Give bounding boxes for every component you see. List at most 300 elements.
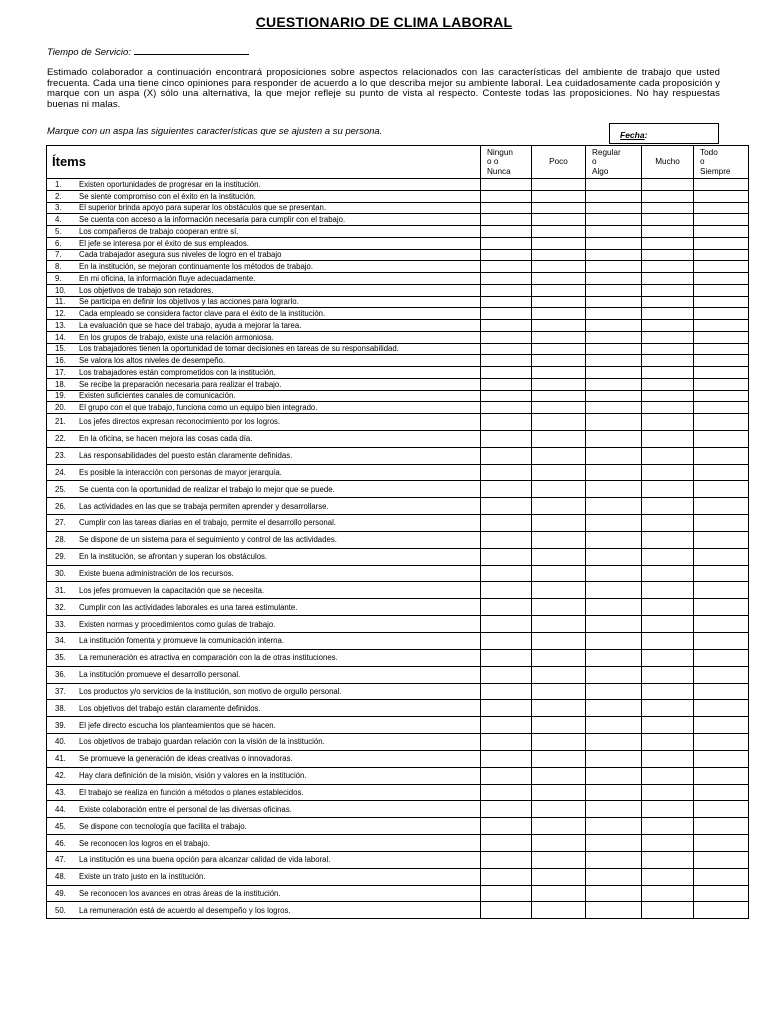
answer-cell[interactable]: [481, 599, 532, 616]
answer-cell[interactable]: [642, 784, 694, 801]
answer-cell[interactable]: [642, 343, 694, 355]
answer-cell[interactable]: [642, 367, 694, 379]
table-row: [47, 378, 749, 390]
answer-cell[interactable]: [532, 851, 586, 868]
answer-cell[interactable]: [694, 649, 749, 666]
answer-cell[interactable]: [532, 717, 586, 734]
answer-cell[interactable]: [481, 237, 532, 249]
answer-cell[interactable]: [642, 565, 694, 582]
answer-cell[interactable]: [481, 273, 532, 285]
answer-cell[interactable]: [586, 190, 642, 202]
item-statement: [47, 700, 481, 717]
answer-cell[interactable]: [532, 666, 586, 683]
answer-cell[interactable]: [694, 750, 749, 767]
answer-cell[interactable]: [694, 202, 749, 214]
answer-cell[interactable]: [532, 498, 586, 515]
answer-cell[interactable]: [481, 683, 532, 700]
answer-cell[interactable]: [694, 717, 749, 734]
answer-cell[interactable]: [586, 308, 642, 320]
answer-cell[interactable]: [642, 414, 694, 431]
item-statement: [47, 190, 481, 202]
answer-cell[interactable]: [481, 355, 532, 367]
answer-cell[interactable]: [586, 902, 642, 919]
answer-cell[interactable]: [694, 447, 749, 464]
questionnaire-table: [46, 145, 749, 919]
table-row: [47, 734, 749, 751]
answer-cell[interactable]: [586, 378, 642, 390]
answer-cell[interactable]: [642, 885, 694, 902]
item-text: El grupo con el que trabajo, funciona como un equipo bien integrado.: [79, 403, 318, 413]
answer-cell[interactable]: [586, 750, 642, 767]
item-statement: [47, 414, 481, 431]
answer-cell[interactable]: [532, 902, 586, 919]
answer-cell[interactable]: [532, 582, 586, 599]
answer-cell[interactable]: [481, 378, 532, 390]
answer-cell[interactable]: [642, 355, 694, 367]
answer-cell[interactable]: [694, 464, 749, 481]
table-row: [47, 214, 749, 226]
item-text: El trabajo se realiza en función a métodos o planes establecidos.: [79, 787, 304, 797]
answer-cell[interactable]: [694, 190, 749, 202]
answer-cell[interactable]: [532, 464, 586, 481]
answer-cell[interactable]: [642, 320, 694, 332]
answer-cell[interactable]: [481, 430, 532, 447]
item-text: Los trabajadores están comprometidos con la institución.: [79, 367, 276, 377]
answer-cell[interactable]: [642, 284, 694, 296]
answer-cell[interactable]: [642, 649, 694, 666]
answer-cell[interactable]: [694, 565, 749, 582]
answer-cell[interactable]: [586, 430, 642, 447]
answer-cell[interactable]: [481, 331, 532, 343]
item-text: El jefe se interesa por el éxito de sus empleados.: [79, 238, 249, 248]
answer-cell[interactable]: [642, 868, 694, 885]
item-number: 29.: [55, 552, 66, 562]
answer-cell[interactable]: [532, 734, 586, 751]
answer-cell[interactable]: [694, 390, 749, 402]
answer-cell[interactable]: [694, 308, 749, 320]
answer-cell[interactable]: [481, 868, 532, 885]
answer-cell[interactable]: [586, 649, 642, 666]
answer-cell[interactable]: [586, 367, 642, 379]
answer-cell[interactable]: [642, 249, 694, 261]
answer-cell[interactable]: [532, 565, 586, 582]
answer-cell[interactable]: [481, 261, 532, 273]
item-statement: [47, 548, 481, 565]
answer-cell[interactable]: [532, 284, 586, 296]
answer-cell[interactable]: [481, 885, 532, 902]
answer-cell[interactable]: [694, 261, 749, 273]
answer-cell[interactable]: [586, 214, 642, 226]
answer-cell[interactable]: [694, 616, 749, 633]
answer-cell[interactable]: [586, 565, 642, 582]
answer-cell[interactable]: [694, 430, 749, 447]
answer-cell[interactable]: [642, 599, 694, 616]
item-text: Se participa en definir los objetivos y las acciones para lograrlo.: [79, 297, 299, 307]
answer-cell[interactable]: [481, 202, 532, 214]
answer-cell[interactable]: [532, 367, 586, 379]
answer-cell[interactable]: [586, 390, 642, 402]
answer-cell[interactable]: [694, 214, 749, 226]
answer-cell[interactable]: [481, 308, 532, 320]
answer-cell[interactable]: [481, 902, 532, 919]
answer-cell[interactable]: [642, 835, 694, 852]
table-row: [47, 190, 749, 202]
answer-cell[interactable]: [481, 666, 532, 683]
answer-cell[interactable]: [481, 700, 532, 717]
answer-cell[interactable]: [481, 717, 532, 734]
answer-cell[interactable]: [642, 902, 694, 919]
answer-cell[interactable]: [586, 666, 642, 683]
answer-cell[interactable]: [586, 402, 642, 414]
item-statement: [47, 202, 481, 214]
answer-cell[interactable]: [586, 320, 642, 332]
answer-cell[interactable]: [481, 750, 532, 767]
answer-cell[interactable]: [532, 414, 586, 431]
item-text: El jefe directo escucha los planteamientos que se hacen.: [79, 720, 276, 730]
answer-cell[interactable]: [642, 582, 694, 599]
answer-cell[interactable]: [481, 801, 532, 818]
answer-cell[interactable]: [532, 226, 586, 238]
answer-cell[interactable]: [481, 565, 532, 582]
answer-cell[interactable]: [694, 481, 749, 498]
answer-cell[interactable]: [642, 226, 694, 238]
answer-cell[interactable]: [586, 331, 642, 343]
answer-cell[interactable]: [532, 632, 586, 649]
answer-cell[interactable]: [481, 767, 532, 784]
answer-cell[interactable]: [694, 343, 749, 355]
answer-cell[interactable]: [481, 582, 532, 599]
answer-cell[interactable]: [532, 331, 586, 343]
answer-cell[interactable]: [694, 320, 749, 332]
answer-cell[interactable]: [586, 835, 642, 852]
answer-cell[interactable]: [532, 700, 586, 717]
item-number: 44.: [55, 804, 66, 814]
answer-cell[interactable]: [586, 734, 642, 751]
item-text: Se promueve la generación de ideas creativas o innovadoras.: [79, 754, 293, 764]
answer-cell[interactable]: [642, 531, 694, 548]
answer-cell[interactable]: [642, 402, 694, 414]
answer-cell[interactable]: [481, 447, 532, 464]
service-time-blank[interactable]: [134, 45, 249, 55]
item-text: La evaluación que se hace del trabajo, ayuda a mejorar la tarea.: [79, 320, 302, 330]
answer-cell[interactable]: [642, 261, 694, 273]
answer-cell[interactable]: [642, 390, 694, 402]
answer-cell[interactable]: [642, 179, 694, 191]
answer-cell[interactable]: [642, 851, 694, 868]
item-statement: [47, 249, 481, 261]
answer-cell[interactable]: [532, 835, 586, 852]
answer-cell[interactable]: [642, 331, 694, 343]
answer-cell[interactable]: [586, 498, 642, 515]
answer-cell[interactable]: [694, 331, 749, 343]
item-number: 42.: [55, 771, 66, 781]
answer-cell[interactable]: [586, 885, 642, 902]
answer-cell[interactable]: [694, 885, 749, 902]
answer-cell[interactable]: [586, 801, 642, 818]
answer-cell[interactable]: [586, 355, 642, 367]
item-text: Se reconocen los logros en el trabajo.: [79, 838, 210, 848]
answer-cell[interactable]: [694, 548, 749, 565]
answer-cell[interactable]: [694, 868, 749, 885]
answer-cell[interactable]: [481, 190, 532, 202]
answer-cell[interactable]: [694, 296, 749, 308]
answer-cell[interactable]: [642, 202, 694, 214]
item-statement: [47, 582, 481, 599]
answer-cell[interactable]: [694, 902, 749, 919]
answer-cell[interactable]: [481, 226, 532, 238]
answer-cell[interactable]: [642, 548, 694, 565]
answer-cell[interactable]: [586, 717, 642, 734]
answer-cell[interactable]: [586, 700, 642, 717]
answer-cell[interactable]: [642, 190, 694, 202]
answer-cell[interactable]: [642, 666, 694, 683]
answer-cell[interactable]: [586, 515, 642, 532]
answer-cell[interactable]: [532, 320, 586, 332]
item-number: 48.: [55, 872, 66, 882]
answer-cell[interactable]: [532, 548, 586, 565]
item-number: 3.: [55, 203, 62, 213]
answer-cell[interactable]: [481, 616, 532, 633]
answer-cell[interactable]: [481, 296, 532, 308]
answer-cell[interactable]: [642, 378, 694, 390]
answer-cell[interactable]: [586, 616, 642, 633]
answer-cell[interactable]: [481, 835, 532, 852]
item-number: 40.: [55, 737, 66, 747]
answer-cell[interactable]: [481, 402, 532, 414]
answer-cell[interactable]: [586, 481, 642, 498]
answer-cell[interactable]: [642, 308, 694, 320]
answer-cell[interactable]: [586, 582, 642, 599]
answer-cell[interactable]: [532, 343, 586, 355]
answer-cell[interactable]: [694, 367, 749, 379]
answer-cell[interactable]: [694, 835, 749, 852]
table-row: [47, 649, 749, 666]
item-number: 2.: [55, 191, 62, 201]
answer-cell[interactable]: [481, 414, 532, 431]
answer-cell[interactable]: [481, 249, 532, 261]
answer-cell[interactable]: [694, 599, 749, 616]
answer-cell[interactable]: [586, 202, 642, 214]
answer-cell[interactable]: [532, 649, 586, 666]
answer-cell[interactable]: [586, 179, 642, 191]
answer-cell[interactable]: [694, 249, 749, 261]
item-statement: [47, 767, 481, 784]
item-number: 5.: [55, 226, 62, 236]
answer-cell[interactable]: [586, 261, 642, 273]
answer-cell[interactable]: [694, 582, 749, 599]
answer-cell[interactable]: [481, 390, 532, 402]
item-number: 18.: [55, 379, 66, 389]
answer-cell[interactable]: [481, 734, 532, 751]
answer-cell[interactable]: [532, 190, 586, 202]
answer-cell[interactable]: [586, 237, 642, 249]
answer-cell[interactable]: [586, 683, 642, 700]
answer-cell[interactable]: [481, 284, 532, 296]
answer-cell[interactable]: [532, 214, 586, 226]
item-number: 46.: [55, 838, 66, 848]
answer-cell[interactable]: [694, 531, 749, 548]
answer-cell[interactable]: [586, 273, 642, 285]
item-text: Se dispone con tecnología que facilita el trabajo.: [79, 821, 247, 831]
intro-paragraph: Estimado colaborador a continuación encontrará proposiciones sobre aspectos relacionados con las características del ambiente de trabajo que usted frecuenta. Cada una tiene cinco opiniones para responder de acuerdo a lo que describa mejor su ambiente laboral. Lea cuidadosamente cada proposición y marque con un aspa (X) sólo una alternativa, la que mejor refleje su punto de vista al respecto. Conteste todas las proposiciones. No hay respuestas buenas ni malas.: [47, 67, 720, 110]
answer-cell[interactable]: [481, 784, 532, 801]
answer-cell[interactable]: [532, 378, 586, 390]
answer-cell[interactable]: [694, 414, 749, 431]
answer-cell[interactable]: [642, 717, 694, 734]
answer-cell[interactable]: [694, 226, 749, 238]
answer-cell[interactable]: [694, 237, 749, 249]
answer-cell[interactable]: [586, 599, 642, 616]
answer-cell[interactable]: [694, 632, 749, 649]
answer-cell[interactable]: [586, 296, 642, 308]
answer-cell[interactable]: [532, 355, 586, 367]
answer-cell[interactable]: [694, 801, 749, 818]
answer-cell[interactable]: [481, 851, 532, 868]
answer-cell[interactable]: [586, 447, 642, 464]
answer-cell[interactable]: [694, 666, 749, 683]
answer-cell[interactable]: [642, 734, 694, 751]
answer-cell[interactable]: [532, 237, 586, 249]
answer-cell[interactable]: [694, 784, 749, 801]
item-text: Los objetivos de trabajo son retadores.: [79, 285, 214, 295]
answer-cell[interactable]: [694, 355, 749, 367]
answer-cell[interactable]: [532, 402, 586, 414]
answer-cell[interactable]: [532, 308, 586, 320]
answer-cell[interactable]: [694, 284, 749, 296]
answer-cell[interactable]: [642, 464, 694, 481]
answer-cell[interactable]: [532, 616, 586, 633]
item-statement: [47, 402, 481, 414]
answer-cell[interactable]: [532, 885, 586, 902]
answer-cell[interactable]: [481, 214, 532, 226]
answer-cell[interactable]: [532, 683, 586, 700]
answer-cell[interactable]: [694, 273, 749, 285]
answer-cell[interactable]: [642, 632, 694, 649]
answer-cell[interactable]: [694, 378, 749, 390]
answer-cell[interactable]: [586, 818, 642, 835]
answer-cell[interactable]: [532, 179, 586, 191]
answer-cell[interactable]: [642, 214, 694, 226]
answer-cell[interactable]: [532, 515, 586, 532]
table-row: [47, 599, 749, 616]
service-time-field[interactable]: [47, 45, 249, 58]
table-row: [47, 464, 749, 481]
item-number: 16.: [55, 356, 66, 366]
answer-cell[interactable]: [532, 261, 586, 273]
answer-cell[interactable]: [642, 498, 694, 515]
date-box[interactable]: Fecha:: [609, 123, 719, 144]
answer-cell[interactable]: [642, 273, 694, 285]
item-number: 37.: [55, 686, 66, 696]
item-statement: [47, 885, 481, 902]
answer-cell[interactable]: [586, 414, 642, 431]
answer-cell[interactable]: [694, 179, 749, 191]
answer-cell[interactable]: [532, 784, 586, 801]
answer-cell[interactable]: [481, 632, 532, 649]
answer-cell[interactable]: [586, 548, 642, 565]
answer-cell[interactable]: [694, 767, 749, 784]
answer-cell[interactable]: [642, 430, 694, 447]
answer-cell[interactable]: [642, 700, 694, 717]
answer-cell[interactable]: [532, 481, 586, 498]
answer-cell[interactable]: [586, 343, 642, 355]
item-text: Es posible la interacción con personas de mayor jerarquía.: [79, 467, 282, 477]
answer-cell[interactable]: [481, 818, 532, 835]
answer-cell[interactable]: [642, 296, 694, 308]
answer-cell[interactable]: [532, 767, 586, 784]
answer-cell[interactable]: [586, 767, 642, 784]
item-text: La institución fomenta y promueve la comunicación interna.: [79, 636, 284, 646]
answer-cell[interactable]: [481, 179, 532, 191]
answer-cell[interactable]: [642, 767, 694, 784]
answer-cell[interactable]: [642, 801, 694, 818]
answer-cell[interactable]: [586, 249, 642, 261]
answer-cell[interactable]: [481, 548, 532, 565]
answer-cell[interactable]: [694, 683, 749, 700]
answer-cell[interactable]: [642, 818, 694, 835]
answer-cell[interactable]: [481, 343, 532, 355]
answer-cell[interactable]: [694, 515, 749, 532]
answer-cell[interactable]: [694, 851, 749, 868]
answer-cell[interactable]: [586, 284, 642, 296]
answer-cell[interactable]: [642, 683, 694, 700]
answer-cell[interactable]: [532, 430, 586, 447]
answer-cell[interactable]: [532, 801, 586, 818]
answer-cell[interactable]: [481, 320, 532, 332]
answer-cell[interactable]: [642, 750, 694, 767]
answer-cell[interactable]: [694, 498, 749, 515]
answer-cell[interactable]: [642, 616, 694, 633]
answer-cell[interactable]: [694, 734, 749, 751]
answer-cell[interactable]: [694, 700, 749, 717]
answer-cell[interactable]: [642, 237, 694, 249]
answer-cell[interactable]: [532, 447, 586, 464]
answer-cell[interactable]: [586, 632, 642, 649]
answer-cell[interactable]: [586, 784, 642, 801]
answer-cell[interactable]: [532, 273, 586, 285]
answer-cell[interactable]: [532, 818, 586, 835]
answer-cell[interactable]: [532, 249, 586, 261]
answer-cell[interactable]: [642, 515, 694, 532]
answer-cell[interactable]: [481, 481, 532, 498]
answer-cell[interactable]: [532, 202, 586, 214]
answer-cell[interactable]: [481, 649, 532, 666]
answer-cell[interactable]: [532, 868, 586, 885]
item-statement: [47, 320, 481, 332]
answer-cell[interactable]: [694, 402, 749, 414]
answer-cell[interactable]: [586, 531, 642, 548]
answer-cell[interactable]: [481, 498, 532, 515]
answer-cell[interactable]: [532, 599, 586, 616]
date-label: Fecha: [620, 130, 645, 140]
item-text: En la institución, se mejoran continuamente los métodos de trabajo.: [79, 262, 314, 272]
answer-cell[interactable]: [481, 464, 532, 481]
answer-cell[interactable]: [586, 226, 642, 238]
answer-cell[interactable]: [586, 464, 642, 481]
answer-cell[interactable]: [642, 447, 694, 464]
answer-cell[interactable]: [481, 515, 532, 532]
answer-cell[interactable]: [586, 868, 642, 885]
answer-cell[interactable]: [694, 818, 749, 835]
answer-cell[interactable]: [481, 531, 532, 548]
answer-cell[interactable]: [481, 367, 532, 379]
answer-cell[interactable]: [532, 750, 586, 767]
answer-cell[interactable]: [586, 851, 642, 868]
answer-cell[interactable]: [532, 531, 586, 548]
answer-cell[interactable]: [532, 296, 586, 308]
answer-cell[interactable]: [642, 481, 694, 498]
answer-cell[interactable]: [532, 390, 586, 402]
